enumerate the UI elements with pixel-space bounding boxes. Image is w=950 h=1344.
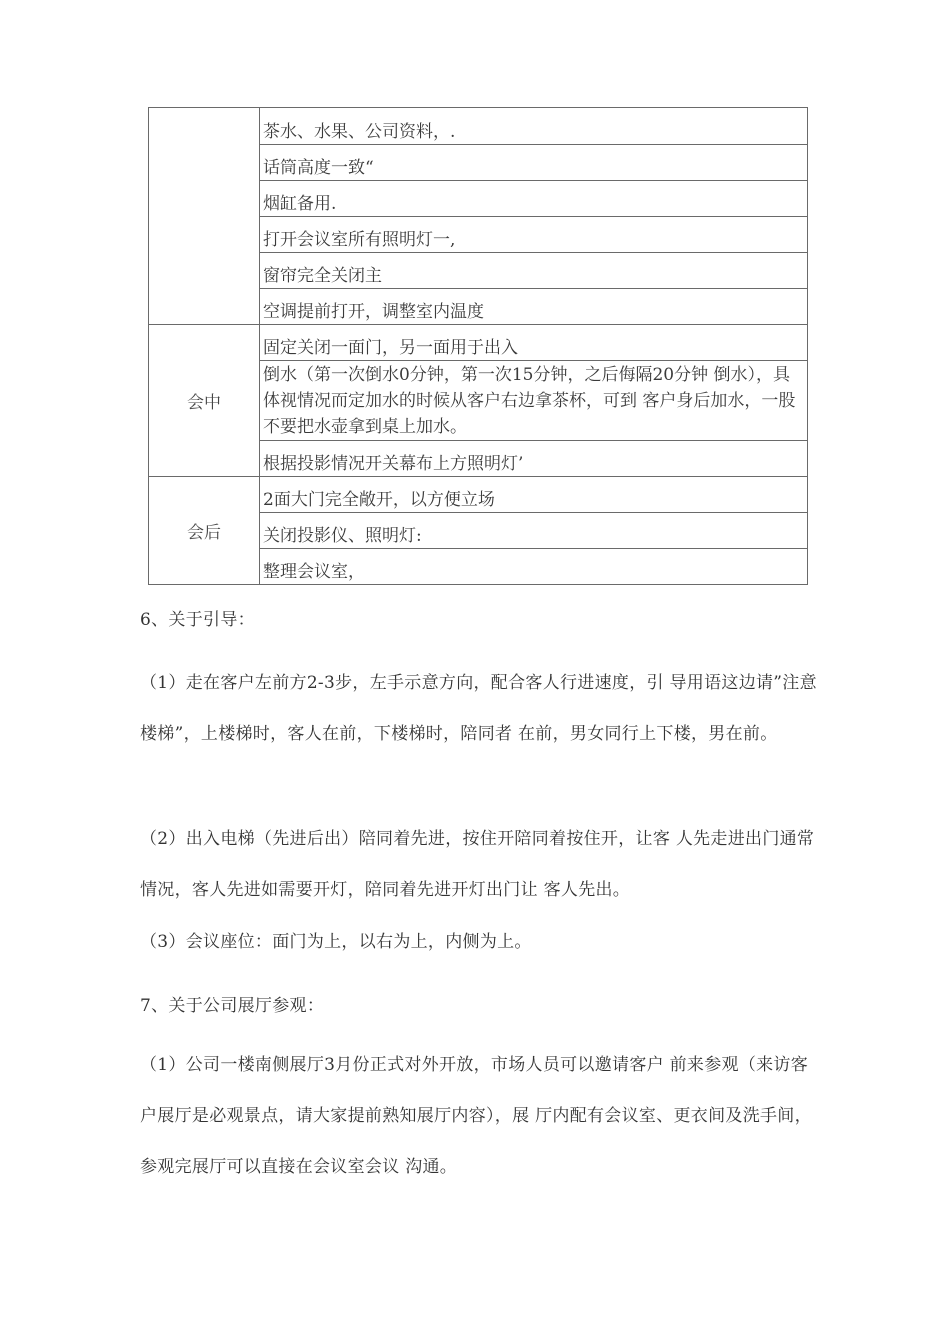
checklist-item: 烟缸备用.	[260, 181, 808, 217]
checklist-item: 空调提前打开，调整室内温度	[260, 289, 808, 325]
phase-cell-before	[149, 108, 260, 325]
checklist-item: 2面大门完全敞开，以方便立场	[260, 477, 808, 513]
checklist-item: 固定关闭一面门，另一面用于出入	[260, 325, 808, 361]
section-6-heading: 6、关于引导：	[140, 610, 255, 630]
section-6-paragraph-3: （3）会议座位：面门为上，以右为上，内侧为上。	[140, 932, 532, 952]
section-7-paragraph-1: （1）公司一楼南侧展厅3月份正式对外开放，市场人员可以邀请客户 前来参观（来访客户展厅是必观景点，请大家提前熟知展厅内容），展 厅内配有会议室、更衣间及洗手间，参观完展厅可以直接在会议室会议 沟通。	[140, 1055, 812, 1177]
table-row	[149, 108, 808, 145]
table-row	[149, 325, 808, 361]
phase-cell-after: 会后	[149, 477, 260, 585]
section-7-heading: 7、关于公司展厅参观：	[140, 996, 325, 1016]
section-6-paragraph-2: （2）出入电梯（先进后出）陪同着先进，按住开陪同着按住开，让客 人先走进出门通常情况，客人先进如需要开灯，陪同着先进开灯出门让 客人先出。	[140, 829, 815, 900]
checklist-item: 根据投影情况开关幕布上方照明灯’	[260, 441, 808, 477]
phase-cell-during: 会中	[149, 325, 260, 477]
checklist-item: 打开会议室所有照明灯一,	[260, 217, 808, 253]
checklist-item: 关闭投影仪、照明灯:	[260, 513, 808, 549]
meeting-checklist-table	[148, 107, 808, 585]
checklist-item: 整理会议室，	[260, 549, 808, 585]
checklist-item: 话筒高度一致“	[260, 145, 808, 181]
checklist-item: 窗帘完全关闭主	[260, 253, 808, 289]
table-row	[149, 477, 808, 513]
section-6-paragraph-1: （1）走在客户左前方2-3步，左手示意方向，配合客人行进速度，引 导用语这边请”注意楼梯”，上楼梯时，客人在前，下楼梯时，陪同者 在前，男女同行上下楼，男在前。	[140, 673, 817, 744]
checklist-item: 茶水、水果、公司资料，.	[260, 108, 808, 145]
checklist-item: 倒水（第一次倒水0分钟，第一次15分钟，之后侮隔20分钟 倒水），具体视情况而定加水的时候从客户右边拿茶杯，可到 客户身后加水，一股不要把水壶拿到桌上加水。	[260, 361, 808, 441]
